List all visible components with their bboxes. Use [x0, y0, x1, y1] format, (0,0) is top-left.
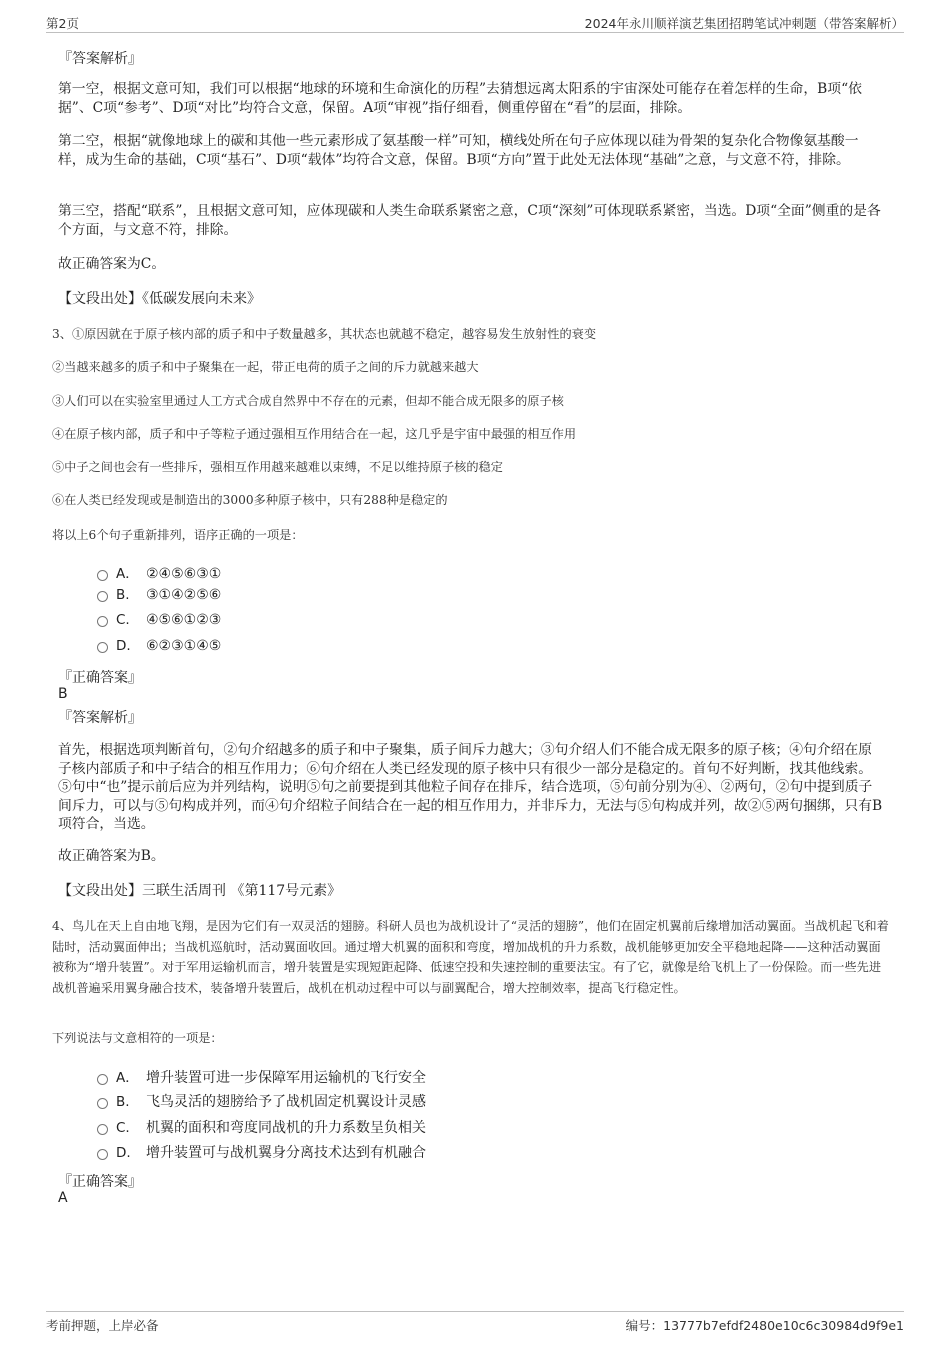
q3-analysis-label: 『答案解析』 [58, 710, 142, 726]
passage-source: 【文段出处】《低碳发展向未来》 [58, 291, 261, 307]
page-number: 第2页 [46, 16, 79, 31]
analysis-paragraph-3: 第三空，搭配“联系”，且根据文意可知，应体现碳和人类生命联系紧密之意，C项“深刻”可体现联系紧密，当选。D项“全面”侧重的是各个方面，与文意不符，排除。 [58, 203, 881, 238]
q3-sentence-3: ③人们可以在实验室里通过人工方式合成自然界中不存在的元素，但却不能合成无限多的原子核 [52, 394, 564, 408]
q4-answer: A [58, 1190, 68, 1206]
q3-option-c[interactable]: C. ④⑤⑥①②③ [97, 612, 221, 632]
q3-sentence-5: ⑤中子之间也会有一些排斥，强相互作用越来越难以束缚，不足以维持原子核的稳定 [52, 460, 503, 474]
q3-sentence-1: 3、①原因就在于原子核内部的质子和中子数量越多，其状态也就越不稳定，越容易发生放射性的衰变 [52, 327, 597, 341]
radio-icon[interactable] [97, 591, 108, 602]
q3-answer: B [58, 686, 68, 702]
q3-prompt: 将以上6个句子重新排列，语序正确的一项是： [52, 528, 304, 542]
q3-sentence-2: ②当越来越多的质子和中子聚集在一起，带正电荷的质子之间的斥力就越来越大 [52, 360, 479, 374]
analysis-paragraph-2: 第二空，根据“就像地球上的碳和其他一些元素形成了氨基酸一样”可知，横线处所在句子应体现以硅为骨架的复杂化合物像氨基酸一样，成为生命的基础，C项“基石”、D项“载体”均符合文意，保留。B项“方向”置于此处无法体现“基础”之意，与文意不符，排除。 [58, 133, 859, 168]
radio-icon[interactable] [97, 1149, 108, 1160]
analysis-label: 『答案解析』 [58, 51, 142, 67]
analysis-paragraph-1: 第一空，根据文意可知，我们可以根据“地球的环境和生命演化的历程”去猜想远离太阳系的宇宙深处可能存在着怎样的生命，B项“依据”、C项“参考”、D项“对比”均符合文意，保留。A项“审视”指仔细看，侧重停留在“看”的层面，排除。 [58, 81, 862, 116]
q3-sentence-4: ④在原子核内部，质子和中子等粒子通过强相互作用结合在一起，这几乎是宇宙中最强的相互作用 [52, 427, 577, 441]
radio-icon[interactable] [97, 1124, 108, 1135]
q4-option-d[interactable]: D. 增升装置可与战机翼身分离技术达到有机融合 [97, 1142, 426, 1162]
radio-icon[interactable] [97, 1098, 108, 1109]
document-code: 编号：13777b7efdf2480e10c6c30984d9f9e1 [625, 1318, 904, 1333]
q3-option-a[interactable]: A． ②④⑤⑥③① [97, 562, 221, 582]
q3-option-d[interactable]: D. ⑥②③①④⑤ [97, 638, 221, 658]
radio-icon[interactable] [97, 570, 108, 581]
analysis-conclusion: 故正确答案为C。 [58, 256, 166, 272]
q3-sentence-6: ⑥在人类已经发现或是制造出的3000多种原子核中，只有288种是稳定的 [52, 493, 448, 507]
page-header [46, 12, 904, 33]
q4-answer-label: 『正确答案』 [58, 1174, 142, 1190]
radio-icon[interactable] [97, 642, 108, 653]
q3-source: 【文段出处】三联生活周刊 《第117号元素》 [58, 883, 342, 899]
q3-option-b[interactable]: B. ③①④②⑤⑥ [97, 587, 221, 607]
q3-conclusion: 故正确答案为B。 [58, 848, 165, 864]
q4-option-a[interactable]: A． 增升装置可进一步保障军用运输机的飞行安全 [97, 1066, 426, 1086]
footer-slogan: 考前押题，上岸必备 [46, 1318, 159, 1333]
radio-icon[interactable] [97, 1074, 108, 1085]
document-title: 2024年永川顺祥演艺集团招聘笔试冲刺题（带答案解析） [584, 16, 904, 31]
q4-option-c[interactable]: C. 机翼的面积和弯度同战机的升力系数呈负相关 [97, 1117, 426, 1137]
page-footer [46, 1311, 904, 1336]
q4-option-b[interactable]: B. 飞鸟灵活的翅膀给予了战机固定机翼设计灵感 [97, 1091, 426, 1111]
radio-icon[interactable] [97, 616, 108, 627]
q4-prompt: 下列说法与文意相符的一项是： [52, 1031, 223, 1045]
q3-answer-label: 『正确答案』 [58, 670, 142, 686]
q4-stem: 4、鸟儿在天上自由地飞翔，是因为它们有一双灵活的翅膀。科研人员也为战机设计了“灵活的翅膀”，他们在固定机翼前后缘增加活动翼面。当战机起飞和着陆时，活动翼面伸出；当战机巡航时，活动翼面收回。通过增大机翼的面积和弯度，增加战机的升力系数，战机能够更加安全平稳地起降——这种活动翼面被称为“增升装置”。对于军用运输机而言，增升装置是实现短距起降、低速空投和失速控制的重要法宝。有了它，就像是给飞机上了一份保险。而一些先进战机普遍采用翼身融合技术，装备增升装置后，战机在机动过程中可以与副翼配合，增大控制效率，提高飞行稳定性。 [52, 919, 889, 995]
q3-analysis: 首先，根据选项判断首句，②句介绍越多的质子和中子聚集，质子间斥力越大；③句介绍人们不能合成无限多的原子核；④句介绍在原子核内部质子和中子结合的相互作用力；⑥句介绍在人类已经发现的原子核中只有很少一部分是稳定的。首句不好判断，找其他线索。⑤句中“也”提示前后应为并列结构，说明⑤句之前要提到其他粒子间存在排斥，结合选项，⑤句前分别为④、②两句，②句中提到质子间斥力，可以与⑤句构成并列，而④句介绍粒子间结合在一起的相互作用力，并非斥力，无法与⑤句构成并列，故②⑤两句捆绑，只有B项符合，当选。 [58, 742, 883, 832]
